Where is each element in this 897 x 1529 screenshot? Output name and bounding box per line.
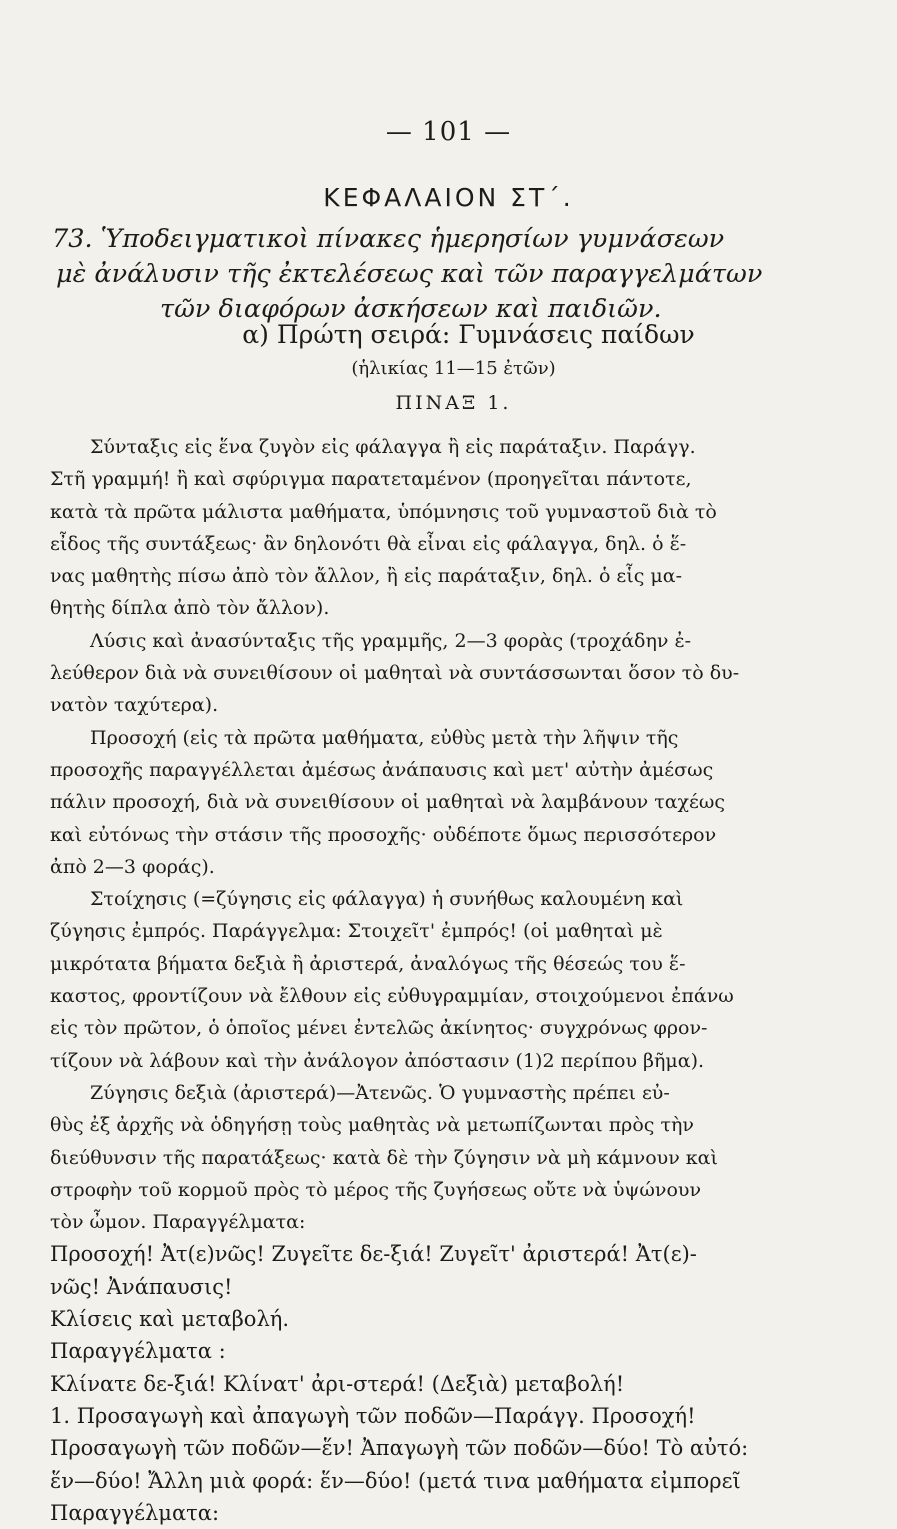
section-heading-line: μὲ ἀνάλυσιν τῆς ἐκτελέσεως καὶ τῶν παραγγελμάτων [56,259,763,289]
text-line: 1. Προσαγωγὴ καὶ ἀπαγωγὴ τῶν ποδῶν—Παράγγ. Προσοχή! [50,1403,696,1428]
text-line: καὶ εὐτόνως τὴν στάσιν τῆς προσοχῆς· οὐδέποτε ὅμως περισσότερον [50,823,717,846]
chapter-title: ΚΕΦΑΛΑΙΟΝ ΣΤ΄. [323,183,574,212]
text-line: νας μαθητὴς πίσω ἀπὸ τὸν ἄλλον, ἢ εἰς παράταξιν, δηλ. ὁ εἷς μα- [50,565,682,588]
text-line: Σύνταξις εἰς ἕνα ζυγὸν εἰς φάλαγγα ἢ εἰς παράταξιν. Παράγγ. [90,436,696,458]
section-heading-line: 73. Ὑποδειγματικοὶ πίνακες ἡμερησίων γυμνάσεων [52,224,725,254]
page-number: — 101 — [385,117,512,147]
text-line: Στῆ γραμμή! ἢ καὶ σφύριγμα παρατεταμένον (προηγεῖται πάντοτε, [50,468,692,491]
text-line: μικρότατα βήματα δεξιὰ ἢ ἀριστερά, ἀναλόγως τῆς θέσεώς του ἕ- [50,952,686,975]
text-line: θητὴς δίπλα ἀπὸ τὸν ἄλλον). [50,597,330,620]
text-line: θὺς ἐξ ἀρχῆς νὰ ὁδηγήσῃ τοὺς μαθητὰς νὰ μετωπίζωνται πρὸς τὴν [50,1114,694,1137]
text-line: Προσοχή! Ἀτ(ε)νῶς! Ζυγεῖτε δε-ξιά! Ζυγεῖτ' ἀριστερά! Ἀτ(ε)- [50,1242,697,1267]
text-line: εἶδος τῆς συντάξεως· ἂν δηλονότι θὰ εἶναι εἰς φάλαγγα, δηλ. ὁ ἕ- [50,532,687,555]
text-line: Ζύγησις δεξιὰ (ἀριστερά)—Ἀτενῶς. Ὁ γυμναστὴς πρέπει εὐ- [90,1081,670,1104]
text-line: πάλιν προσοχή, διὰ νὰ συνειθίσουν οἱ μαθηταὶ νὰ λαμβάνουν ταχέως [50,791,726,814]
age-range: (ἡλικίας 11—15 ἐτῶν) [351,358,556,379]
text-line: προσοχῆς παραγγέλλεται ἀμέσως ἀνάπαυσις καὶ μετ' αὐτὴν ἀμέσως [50,758,714,781]
text-line: Λύσις καὶ ἀνασύνταξις τῆς γραμμῆς, 2—3 φορὰς (τροχάδην ἐ- [90,629,692,652]
text-line: Στοίχησις (=ζύγησις εἰς φάλαγγα) ἡ συνήθως καλουμένη καὶ [90,888,684,911]
text-line: ἕν—δύο! Ἄλλη μιὰ φορά: ἕν—δύο! (μετά τινα μαθήματα εἰμπορεῖ [50,1468,741,1493]
body-text [50,431,800,1529]
text-line: κατὰ τὰ πρῶτα μάλιστα μαθήματα, ὑπόμνησις τοῦ γυμναστοῦ διὰ τὸ [50,500,717,523]
text-line: Κλίνατε δε-ξιά! Κλίνατ' ἀρι-στερά! (Δεξιὰ) μεταβολή! [50,1371,625,1396]
series-title: α) Πρώτη σειρά: Γυμνάσεις παίδων [242,320,695,349]
text-line: νατὸν ταχύτερα). [50,694,219,717]
section-heading-line: τῶν διαφόρων ἀσκήσεων καὶ παιδιῶν. [160,294,662,324]
text-line: διεύθυνσιν τῆς παρατάξεως· κατὰ δὲ τὴν ζύγησιν νὰ μὴ κάμνουν καὶ [50,1146,718,1169]
text-line: νῶς! Ἀνάπαυσις! [50,1274,233,1299]
text-line: λεύθερον διὰ νὰ συνειθίσουν οἱ μαθηταὶ νὰ συντάσσωνται ὅσον τὸ δυ- [50,662,740,685]
text-line: Κλίσεις καὶ μεταβολή. [50,1307,290,1332]
text-line: Προσοχή (εἰς τὰ πρῶτα μαθήματα, εὐθὺς μετὰ τὴν λῆψιν τῆς [90,726,679,749]
text-line: ζύγησις ἐμπρός. Παράγγελμα: Στοιχεῖτ' ἐμπρός! (οἱ μαθηταὶ μὲ [50,920,663,943]
text-line: τὸν ὦμον. Παραγγέλματα: [50,1211,306,1234]
text-line: Παραγγέλματα: [50,1500,220,1525]
text-line: ἀπὸ 2—3 φοράς). [50,855,215,878]
text-line: καστος, φροντίζουν νὰ ἔλθουν εἰς εὐθυγραμμίαν, στοιχούμενοι ἐπάνω [50,985,734,1008]
text-line: τίζουν νὰ λάβουν καὶ τὴν ἀνάλογον ἀπόστασιν (1)2 περίπου βῆμα). [50,1049,705,1072]
table-title: ΠΙΝΑΞ 1. [395,392,512,414]
section-heading [52,222,842,327]
text-line: εἰς τὸν πρῶτον, ὁ ὁποῖος μένει ἐντελῶς ἀκίνητος· συγχρόνως φρον- [50,1017,708,1040]
text-line: στροφὴν τοῦ κορμοῦ πρὸς τὸ μέρος τῆς ζυγήσεως οὔτε νὰ ὑψώνουν [50,1178,702,1201]
text-line: Παραγγέλματα : [50,1339,226,1364]
text-line: Προσαγωγὴ τῶν ποδῶν—ἕν! Ἀπαγωγὴ τῶν ποδῶν—δύο! Τὸ αὐτό: [50,1436,749,1461]
